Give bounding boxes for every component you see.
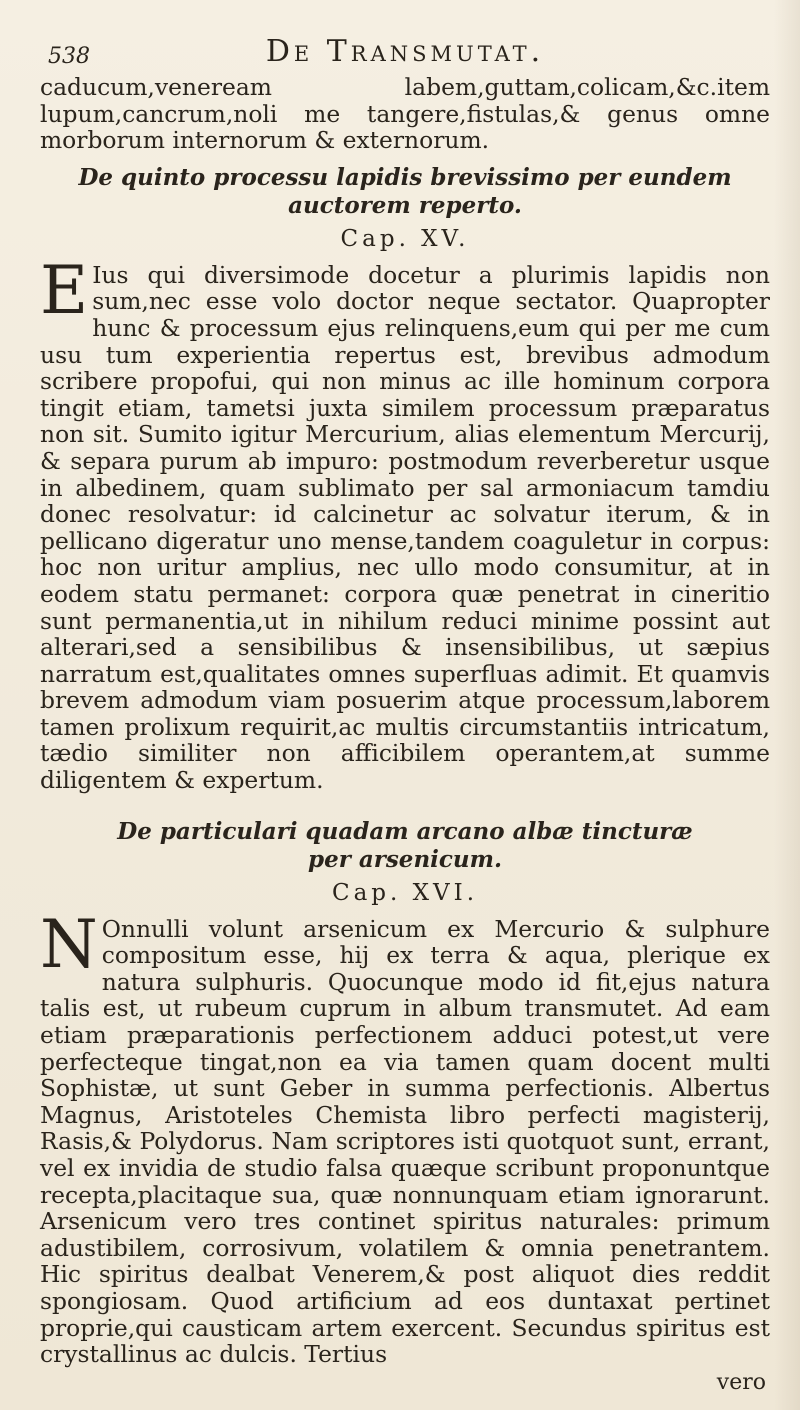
opening-paragraph: caducum,veneream labem,guttam,colicam,&c.item lupum,cancrum,noli me tangere,fistulas,& genus omne morborum internorum & externorum. xyxy=(40,73,770,155)
chapter-16-body xyxy=(40,905,770,1369)
section-heading-5 xyxy=(40,164,770,220)
section-heading-5-line1: De quinto processu lapidis brevissimo per eundem xyxy=(78,163,732,191)
chapter-15-body xyxy=(40,251,770,795)
drop-cap-n: N xyxy=(40,905,98,983)
running-title: De Transmutat. xyxy=(265,34,545,69)
section-heading-6-line2: per arsenicum. xyxy=(308,845,502,873)
chapter-label-15: Cap. XV. xyxy=(340,225,470,252)
drop-cap-e: E xyxy=(40,251,89,329)
page-content xyxy=(40,28,770,1395)
chapter-15-text: Ius qui diversimode docetur a plurimis lapidis non sum,nec esse volo doctor neque sectator. Quapropter hunc & processum ejus relinquens,eum qui per me cum usu tum experientia repertus est, brevibus admodum scribere propofui, qui non minus ac ille hominum corpora tingit etiam, tametsi juxta similem processum præparatus non sit. Sumito igitur Mercurium, alias elementum Mercurij, & separa purum ab impuro: postmodum reverberetur usque in albedinem, quam sublimato per sal armoniacum tamdiu donec resolvatur: id calcinetur ac solvatur iterum, & in pellicano digeratur uno mense,tandem coaguletur in corpus: hoc non uritur amplius, nec ullo modo consumitur, at in eodem statu permanet: corpora quæ penetrat in cineritio sunt permanentia,ut in nihilum reduci minime possint aut alterari,sed a sensibilibus & insensibilibus, ut sæpius narratum est,qualitates omnes superfluas adimit. Et quamvis brevem admodum viam posuerim atque processum,laborem tamen prolixum requirit,ac multis circumstantiis intricatum, tædio similiter non afficibilem operantem,at summe diligentem & expertum. xyxy=(40,260,770,795)
chapter-label-16: Cap. XVI. xyxy=(331,879,479,906)
chapter-16-text: Onnulli volunt arsenicum ex Mercurio & sulphure compositum esse, hij ex terra & aqua, plerique ex natura sulphuris. Quocunque modo id fit,ejus natura talis est, ut rubeum cuprum in album transmutet. Ad eam etiam præparationis perfectionem adduci potest,ut vere perfecteque tingat,non ea via tamen quam docent multi Sophistæ, ut sunt Geber in summa perfectionis. Albertus Magnus, Aristoteles Chemista libro perfecti magisterij, Rasis,& Polydorus. Nam scriptores isti quotquot sunt, errant, vel ex invidia de studio falsa quæque scribunt proponuntque recepta,placitaque sua, quæ nonnunquam etiam ignorarunt. Arsenicum vero tres continet spiritus naturales: primum adustibilem, corrosivum, volatilem & omnia penetrantem. Hic spiritus dealbat Venerem,& post aliquot dies reddit spongiosam. Quod artificium ad eos duntaxat pertinet proprie,qui causticam artem exercent. Secundus spiritus est crystallinus ac dulcis. Tertius xyxy=(40,914,770,1369)
section-heading-6-line1: De particulari quadam arcano albæ tincturæ xyxy=(117,817,693,845)
catch-word: vero xyxy=(716,1369,766,1395)
section-heading-5-line2: auctorem reperto. xyxy=(288,191,522,219)
page-number: 538 xyxy=(48,44,90,69)
running-head xyxy=(40,28,770,74)
section-heading-6 xyxy=(40,818,770,874)
page-edge-shadow xyxy=(774,0,800,1410)
